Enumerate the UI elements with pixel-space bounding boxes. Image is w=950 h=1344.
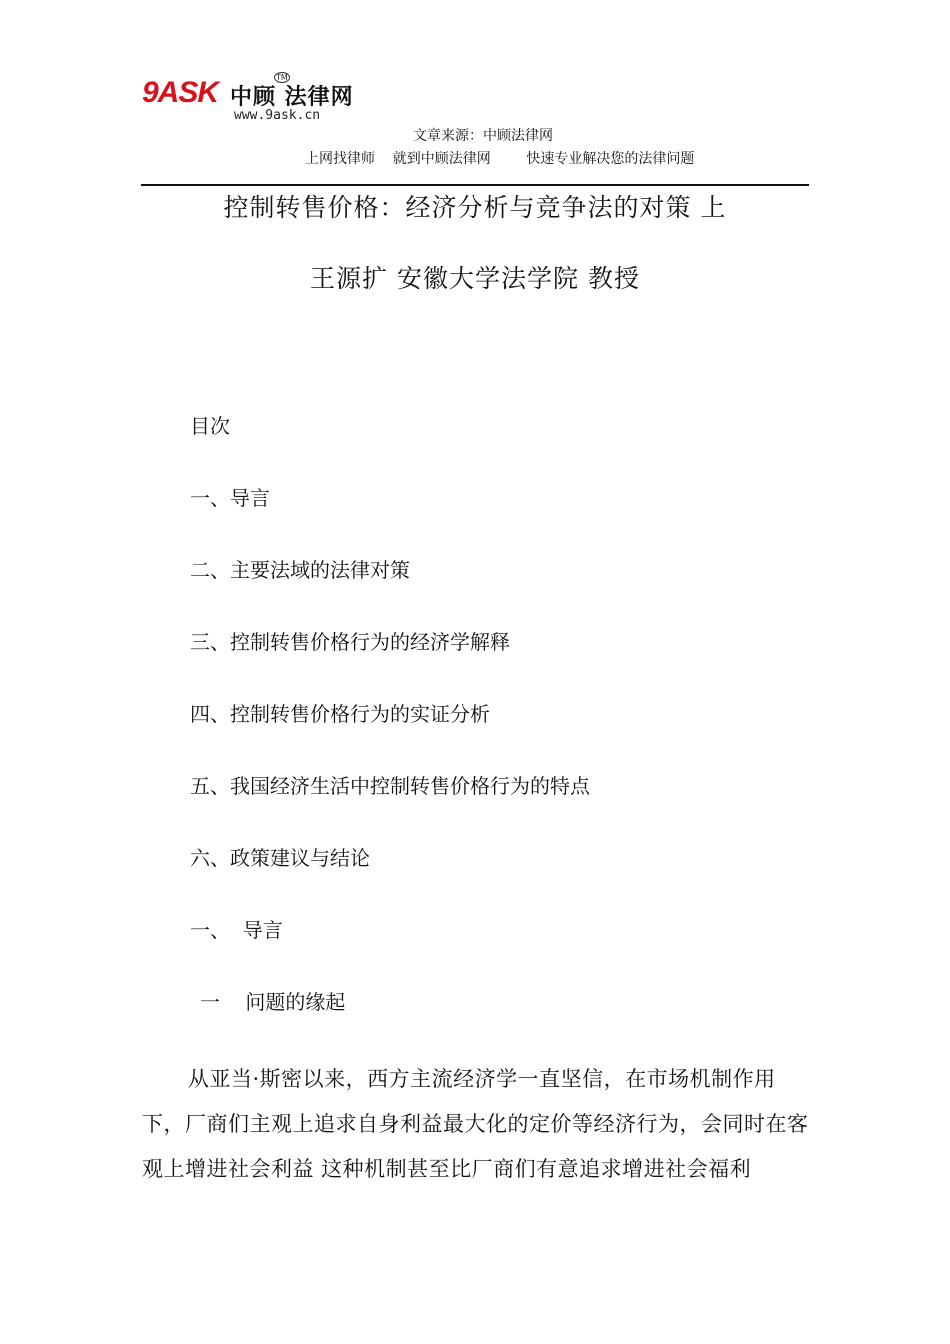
toc-item: 一、导言	[190, 486, 270, 510]
site-logo[interactable]	[142, 72, 372, 128]
subsection-heading: 一 问题的缘起	[200, 990, 346, 1014]
header-divider	[141, 184, 809, 186]
trademark-icon: TM	[276, 73, 288, 82]
toc-item: 四、控制转售价格行为的实证分析	[190, 702, 490, 726]
toc-heading: 目次	[190, 414, 230, 438]
body-paragraph: 从亚当·斯密以来，西方主流经济学一直坚信，在市场机制作用下，厂商们主观上追求自身利益最大化的定价等经济行为，会同时在客观上增进社会利益 这种机制甚至比厂商们有意追求增进社会福利	[142, 1067, 809, 1181]
toc-item: 二、主要法域的法律对策	[190, 558, 410, 582]
document-author: 王源扩 安徽大学法学院 教授	[310, 264, 640, 293]
logo-mark: 9ASK	[142, 76, 219, 109]
document-title: 控制转售价格：经济分析与竞争法的对策 上	[223, 193, 727, 222]
article-source: 文章来源：中顾法律网	[413, 128, 553, 144]
section-heading: 一、 导言	[190, 918, 283, 942]
toc-item: 六、政策建议与结论	[190, 846, 370, 870]
toc-item: 三、控制转售价格行为的经济学解释	[190, 630, 510, 654]
logo-url: www.9ask.cn	[234, 108, 321, 123]
toc-item: 五、我国经济生活中控制转售价格行为的特点	[190, 774, 590, 798]
logo-name: 中顾 法律网	[230, 85, 354, 110]
header-slogan: 上网找律师 就到中顾法律网 快速专业解决您的法律问题	[305, 151, 695, 167]
